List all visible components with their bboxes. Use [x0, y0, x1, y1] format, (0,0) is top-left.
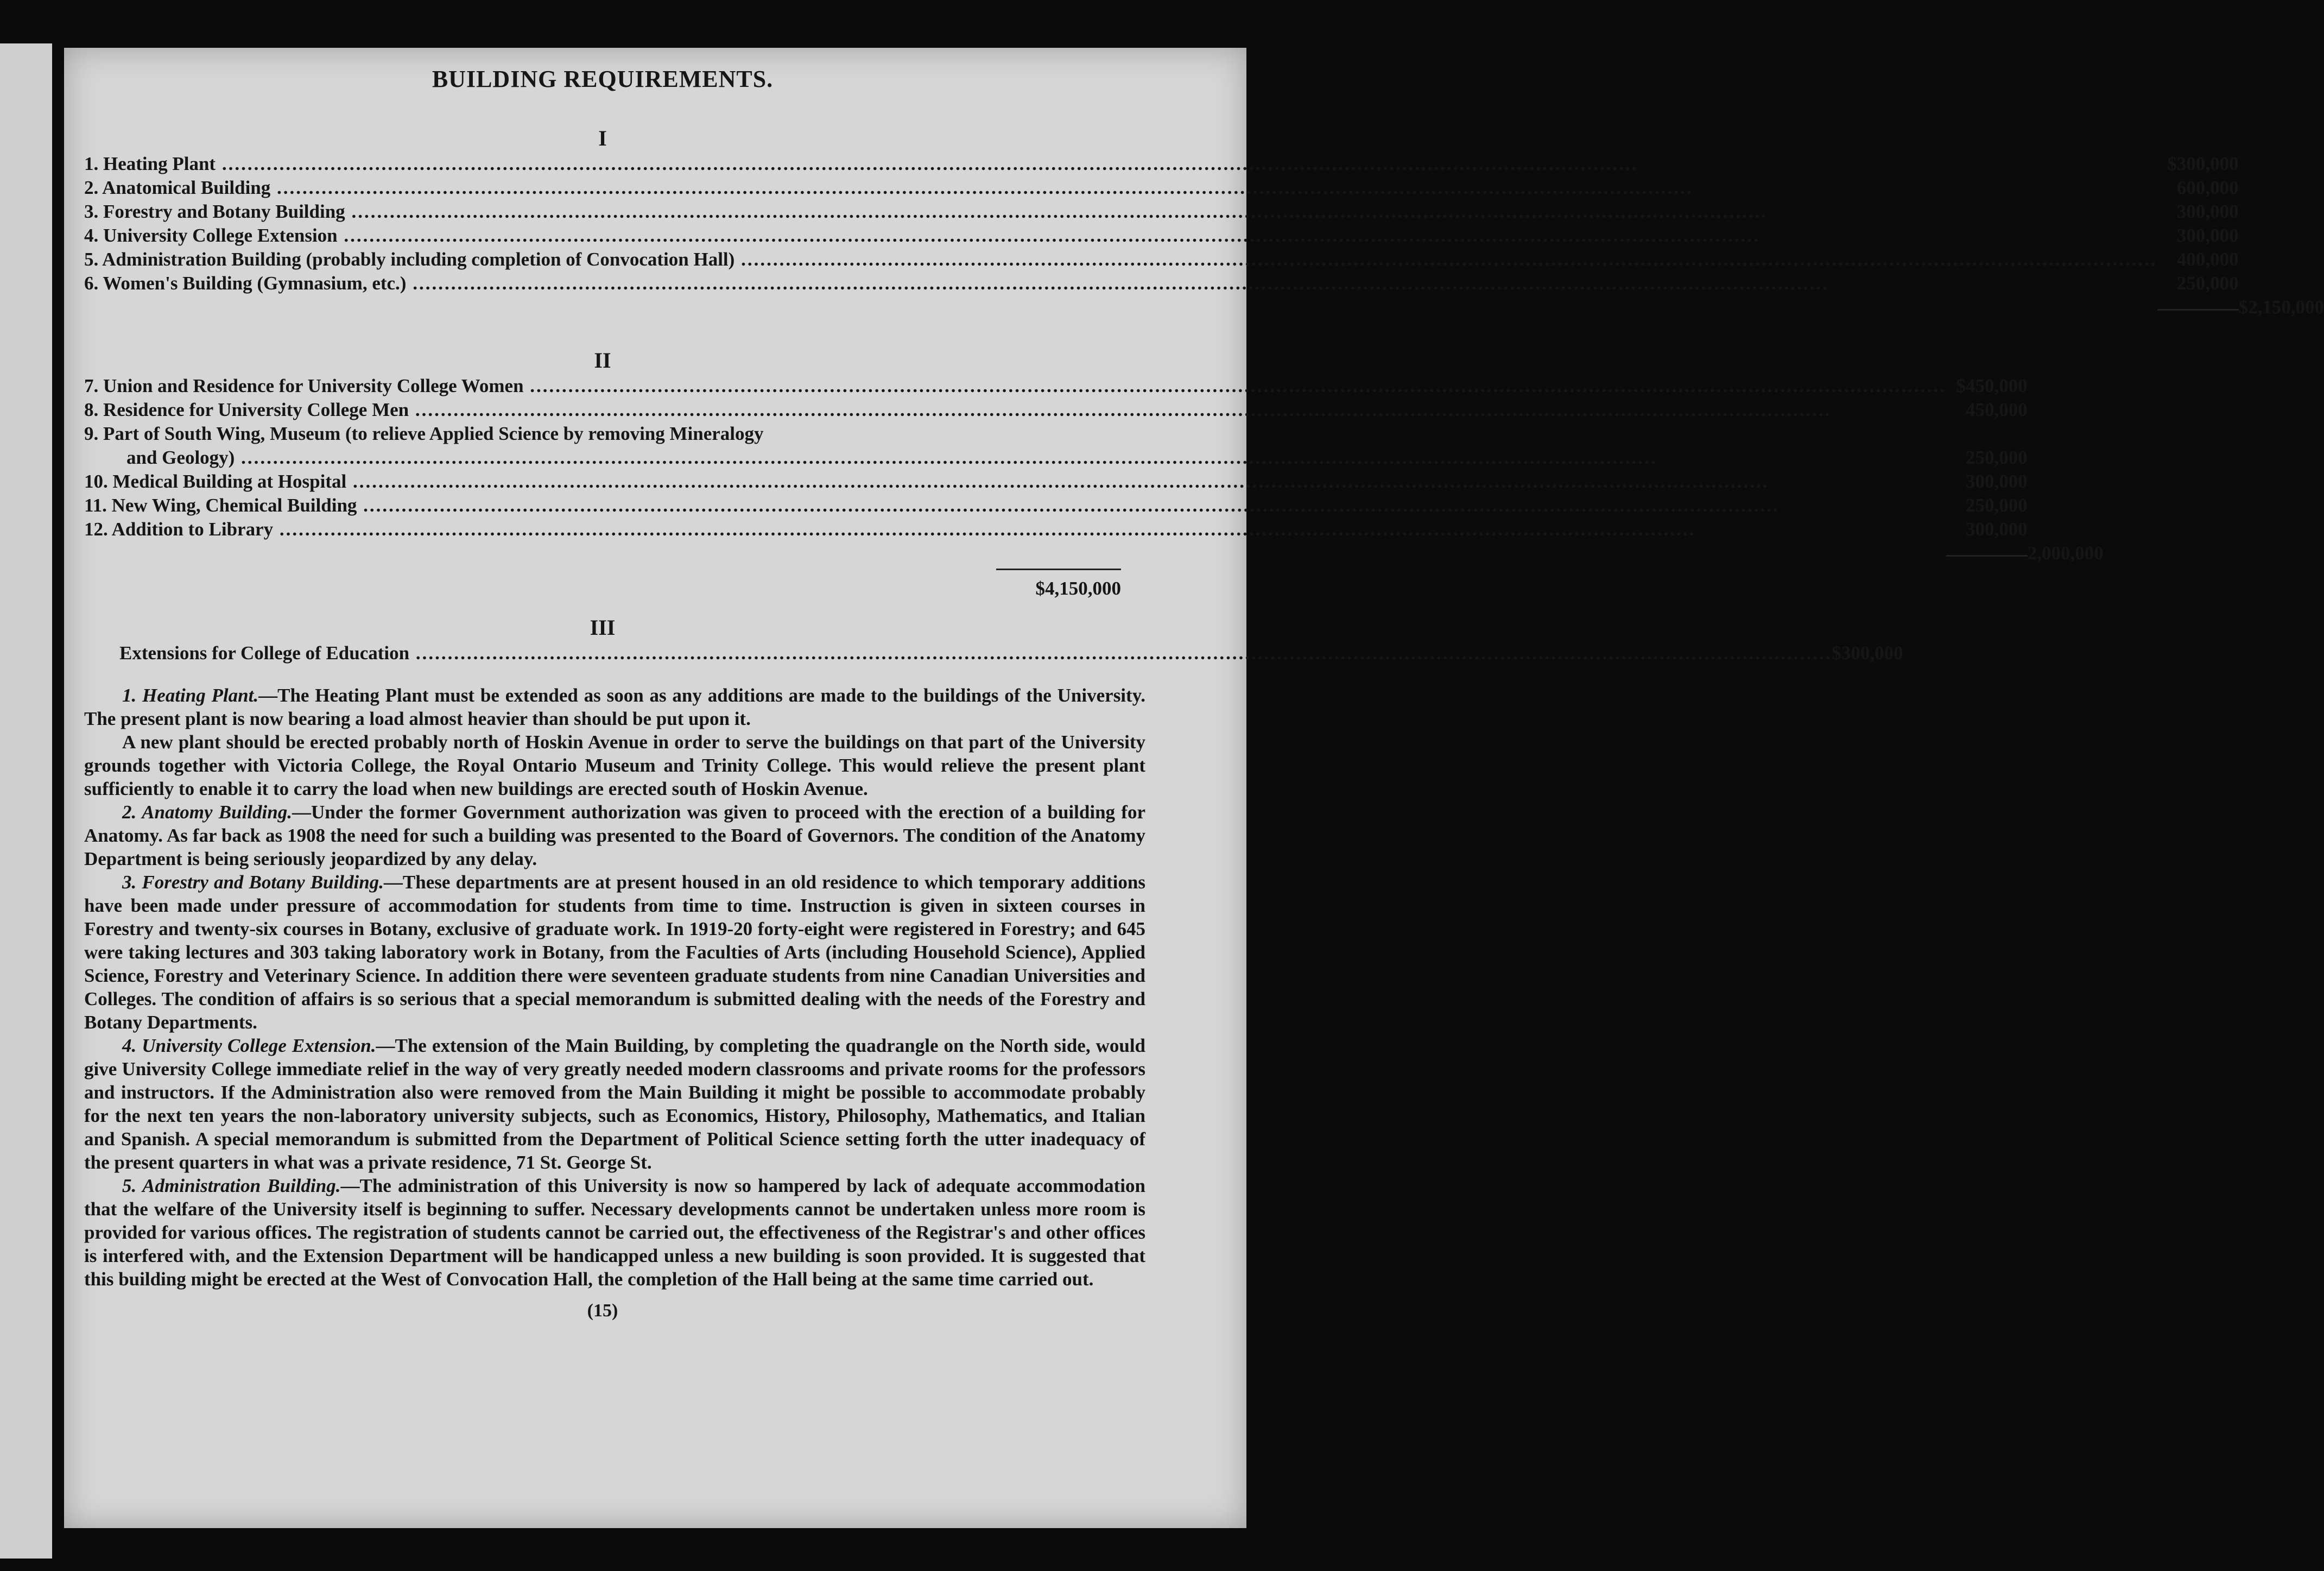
paragraph-text: —These departments are at present housed in an old residence to which temporary additions have been made under pressure of accommodation for students from time to time. Instruction is given in sixteen courses in Forestry and twenty-six courses in Botany, exclusive of graduate work. In 1919-20 forty-eight were registered in Forestry; and 645 were taking lectures and 303 taking laboratory work in Botany, from the Faculties of Arts (including Household Science), Applied Science, Forestry and Veterinary Science. In addition there were seventeen graduate students from nine Canadian Universities and Colleges. The condition of affairs is so serious that a special memorandum is submitted dealing with the needs of the Forestry and Botany Departments.	[84, 872, 1145, 1033]
item-amount: 600,000	[2176, 177, 2239, 198]
section-subtotal: $2,150,000	[2238, 296, 2324, 318]
subtotal-row	[84, 540, 2104, 564]
item-label: 5. Administration Building (probably including completion of Convocation Hall) .....	[84, 249, 2157, 270]
paragraph	[84, 1174, 1145, 1291]
paragraph	[84, 800, 1145, 870]
item-label: 8. Residence for University College Men .....	[84, 399, 1831, 420]
table-row	[84, 493, 2104, 516]
item-amount: 300,000	[2176, 225, 2239, 246]
table-row	[84, 247, 2324, 270]
paragraph-heading: 3. Forestry and Botany Building.	[122, 872, 384, 893]
section-1-table	[84, 151, 2324, 318]
paragraph	[84, 1034, 1145, 1174]
item-amount: 250,000	[1966, 447, 2028, 468]
paragraph-text: —Under the former Government authorization was given to proceed with the erection of a building for Anatomy. As far back as 1908 the need for such a building was presented to the Board of Governors. The condition of the Anatomy Department is being seriously jeopardized by any delay.	[84, 802, 1145, 869]
table-row	[84, 373, 2104, 397]
paragraph-heading: 1. Heating Plant.	[122, 685, 259, 706]
page-number: (15)	[587, 1301, 618, 1321]
item-label: 12. Addition to Library .....	[84, 519, 1695, 540]
table-row	[84, 445, 2104, 469]
item-amount: 250,000	[2176, 273, 2239, 294]
section-3-label: Extensions for College of Education .....	[119, 642, 1832, 664]
adjacent-page-edge	[0, 43, 52, 1559]
paragraph-text: —The Heating Plant must be extended as soon as any additions are made to the buildings of the University. The present plant is now bearing a load almost heavier than should be put upon it.	[84, 685, 1146, 729]
section-3-numeral: III	[590, 615, 616, 640]
item-amount: 300,000	[2176, 201, 2239, 222]
section-1-numeral: I	[598, 126, 607, 150]
table-row	[84, 151, 2324, 175]
section-3-amount: $300,000	[1832, 642, 1903, 664]
section-3-table	[84, 640, 1903, 664]
paragraph	[84, 730, 1145, 800]
table-row	[84, 270, 2324, 294]
item-label: 1. Heating Plant .....	[84, 153, 1638, 174]
item-amount: $300,000	[2167, 153, 2239, 174]
table-row	[84, 199, 2324, 223]
paragraph-text: —The administration of this University is now so hampered by lack of adequate accommodation that the welfare of the University itself is beginning to suffer. Necessary developments cannot be undertaken unless more room is provided for various offices. The registration of students cannot be carried out, the effectiveness of the Registrar's and other offices is interfered with, and the Extension Department will be handicapped unless a new building is soon provided. It is suggested that this building might be erected at the West of Convocation Hall, the completion of the Hall being at the same time carried out.	[84, 1175, 1145, 1290]
paragraph-heading: 5. Administration Building.	[122, 1175, 341, 1196]
item-label: 3. Forestry and Botany Building .....	[84, 201, 1768, 222]
item-amount: 450,000	[1966, 399, 2028, 420]
page-title: BUILDING REQUIREMENTS.	[432, 66, 774, 92]
section-subtotal: 2,000,000	[2027, 542, 2104, 564]
item-amount: 400,000	[2176, 249, 2239, 270]
table-row	[84, 640, 1903, 664]
section-2-numeral: II	[594, 348, 611, 373]
table-row	[84, 421, 2104, 445]
grand-total-table	[84, 569, 1121, 600]
subtotal-rule	[1946, 555, 2028, 557]
subtotal-row	[84, 294, 2324, 318]
item-amount	[1946, 421, 2028, 445]
grand-total: $4,150,000	[996, 570, 1121, 600]
page-content	[84, 65, 2324, 1321]
item-amount: 250,000	[1966, 495, 2028, 516]
paragraph	[84, 684, 1145, 730]
item-amount: 300,000	[1966, 519, 2028, 540]
item-label: 11. New Wing, Chemical Building .....	[84, 495, 1780, 516]
table-row	[84, 469, 2104, 493]
item-label: 2. Anatomical Building .....	[84, 177, 1693, 198]
paragraph-heading: 4. University College Extension.	[122, 1035, 376, 1056]
table-row	[84, 175, 2324, 199]
paragraph-text: A new plant should be erected probably north of Hoskin Avenue in order to serve the buildings on that part of the University grounds together with Victoria College, the Royal Ontario Museum and Trinity College. This would relieve the present plant sufficiently to enable it to carry the load when new buildings are erected south of Hoskin Avenue.	[84, 731, 1145, 799]
table-row	[84, 516, 2104, 540]
table-row	[84, 397, 2104, 421]
paragraph-heading: 2. Anatomy Building.	[122, 802, 292, 823]
body-text	[84, 684, 1145, 1291]
item-label: and Geology) .....	[126, 447, 1657, 468]
item-label: 9. Part of South Wing, Museum (to relieve Applied Science by removing Mineralogy	[84, 423, 764, 444]
paragraph-text: —The extension of the Main Building, by completing the quadrangle on the North side, would give University College immediate relief in the way of very greatly needed modern classrooms and private rooms for the professors and instructors. If the Administration also were removed from the Main Building it might be possible to accommodate probably for the next ten years the non-laboratory university subjects, such as Economics, History, Philosophy, Mathematics, and Italian and Spanish. A special memorandum is submitted from the Department of Political Science setting forth the utter inadequacy of the present quarters in what was a private residence, 71 St. George St.	[84, 1035, 1146, 1173]
subtotal-rule	[2157, 309, 2239, 311]
table-row	[84, 223, 2324, 247]
section-2-table	[84, 373, 2104, 564]
item-amount: 300,000	[1966, 471, 2028, 492]
paragraph	[84, 870, 1145, 1034]
item-label: 7. Union and Residence for University College Women .....	[84, 375, 1946, 396]
item-amount: $450,000	[1956, 375, 2028, 396]
item-label: 6. Women's Building (Gymnasium, etc.) .....	[84, 273, 1829, 294]
item-label: 10. Medical Building at Hospital .....	[84, 471, 1769, 492]
item-label: 4. University College Extension .....	[84, 225, 1760, 246]
